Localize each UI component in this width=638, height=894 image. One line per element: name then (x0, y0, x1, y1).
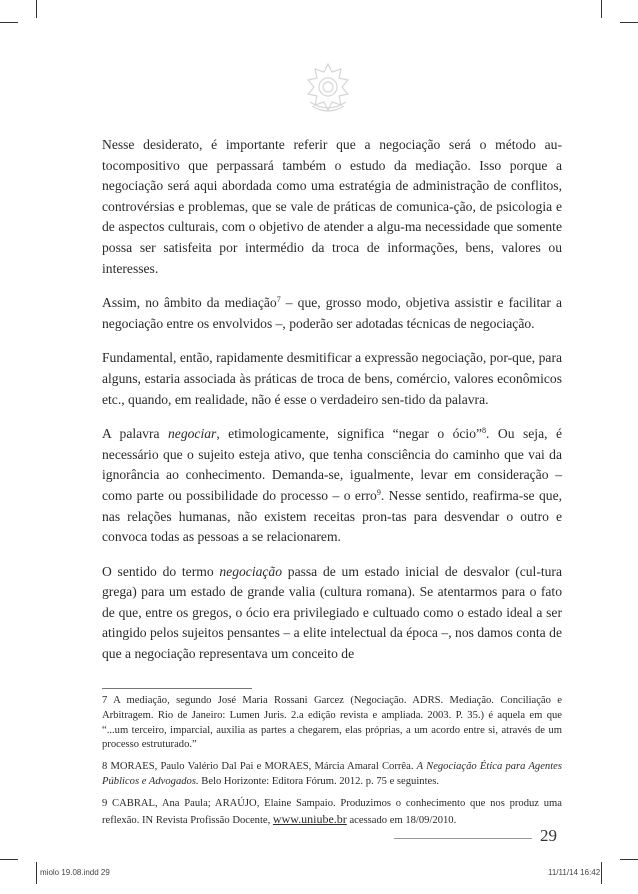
footnote-7: 7 A mediação, segundo José Maria Rossani Garcez (Negociação. ADRS. Mediação. Conciliação e Arbitragem. Rio de Janeiro: Lumen Juris. 2.a edição revista e ampliada. 2003. P. 35.) é aquela em que “...um terceiro, imparcial, auxilia as partes a chegarem, elas próprias, a um acordo entre si, através de um processo estruturado.” (102, 695, 562, 751)
body-text (102, 135, 562, 665)
footnote-text: 9 CABRAL, Ana Paula; ARAÚJO, Elaine Sampaio. Produzimos o conhecimento que nos produz uma reflexão. IN Revista Profissão Docente, (102, 797, 562, 826)
footnote-ref-9[interactable]: 9 (376, 487, 381, 497)
slug-timestamp: 11/11/14 16:42 (548, 868, 601, 877)
footnote-text: acessado em 18/09/2010. (346, 814, 457, 826)
paragraph-text: Assim, no âmbito da mediação (102, 295, 277, 311)
page-number: 29 (540, 826, 557, 845)
crop-mark-bottom-right-h (620, 859, 638, 860)
crop-mark-top-right-v (601, 0, 602, 18)
footnote-ref-8[interactable]: 8 (482, 426, 487, 436)
crop-mark-top-left-h (0, 22, 18, 23)
emphasis-term: negociação (219, 563, 283, 579)
paragraph-text: – que, grosso modo, objetiva assistir e facilitar a negociação entre os envolvidos –, poderão ser adotadas técnicas de negociação. (102, 295, 562, 331)
paragraph-text: O sentido do termo (102, 563, 220, 579)
footnote-ref-7[interactable]: 7 (276, 295, 281, 305)
footnote-title: A Negociação Ética para Agentes Públicos e Advogados. (102, 761, 562, 787)
paragraph-text: . Nesse sentido, reafirma-se que, nas relações humanas, não existem receitas pron-tas para desvendar o outro e convoca todas as pessoas a se relacionarem. (102, 487, 563, 545)
paragraph-negotiation-method: Nesse desiderato, é importante referir que a negociação será o método au-tocompositivo que perpassará também o estudo da mediação. Isso porque a negociação será aqui abordada como uma estratégia de administração de conflitos, controvérsias e problemas, que se vale de práticas de comunica-ção, de psicologia e de aspectos culturais, com o objetivo de atender a algu-ma necessidade que somente possa ser satisfeita por intermédio da troca de informações, bens, valores ou interesses. (102, 137, 562, 276)
footnote-9 (102, 797, 562, 829)
paragraph-text: A palavra (102, 426, 168, 442)
paragraph-mediation-scope (102, 293, 562, 334)
paragraph-term-meaning (102, 562, 562, 665)
emphasis-term: negociar (167, 426, 217, 442)
paragraph-text: . Ou seja, é necessário que o sujeito esteja ativo, que tenha consciência do caminho que vai da ignorância ao conhecimento. Demanda-se, igualmente, levar em consideração – como parte ou possibilidade do processo – o erro (102, 426, 562, 503)
crop-mark-bottom-left-h (0, 859, 18, 860)
footnotes (102, 694, 562, 835)
footnote-link[interactable]: www.uniube.br (272, 811, 347, 826)
page-number-rule (394, 838, 532, 839)
crop-mark-bottom-left-v (36, 862, 37, 884)
crop-mark-top-left-v (36, 0, 37, 18)
crop-mark-top-right-h (620, 22, 638, 23)
footnote-divider (102, 688, 252, 689)
footnote-text: 8 MORAES, Paulo Valério Dal Pai e MORAES, Márcia Amaral Corrêa. (102, 761, 417, 773)
crop-mark-bottom-right-v (601, 862, 602, 884)
footnote-8 (102, 760, 562, 790)
coat-of-arms-emblem-icon (302, 62, 354, 114)
slug-filename: miolo 19.08.indd 29 (40, 868, 110, 877)
footnote-text: Belo Horizonte: Editora Fórum. 2012. p. 75 e seguintes. (198, 775, 439, 787)
paragraph-etymology (102, 424, 562, 548)
paragraph-text: passa de um estado inicial de desvalor (cul-tura grega) para um estado de grande valia (cultura romana). Se atentarmos para o fato de que, entre os gregos, o ócio era privilegiado e cultuado como o estado ideal a ser atingido pelos sujeitos pensantes – a elite intelectual da época –, nos damos conta de que a negociação representava um conceito de (102, 563, 562, 662)
paragraph-demystify: Fundamental, então, rapidamente desmitificar a expressão negociação, por-que, para alguns, estaria associada às práticas de troca de bens, comércio, valores econômicos etc., quando, em realidade, não é esse o verdadeiro sen-tido da palavra. (102, 350, 562, 407)
paragraph-text: , etimologicamente, significa “negar o ócio” (216, 426, 483, 442)
